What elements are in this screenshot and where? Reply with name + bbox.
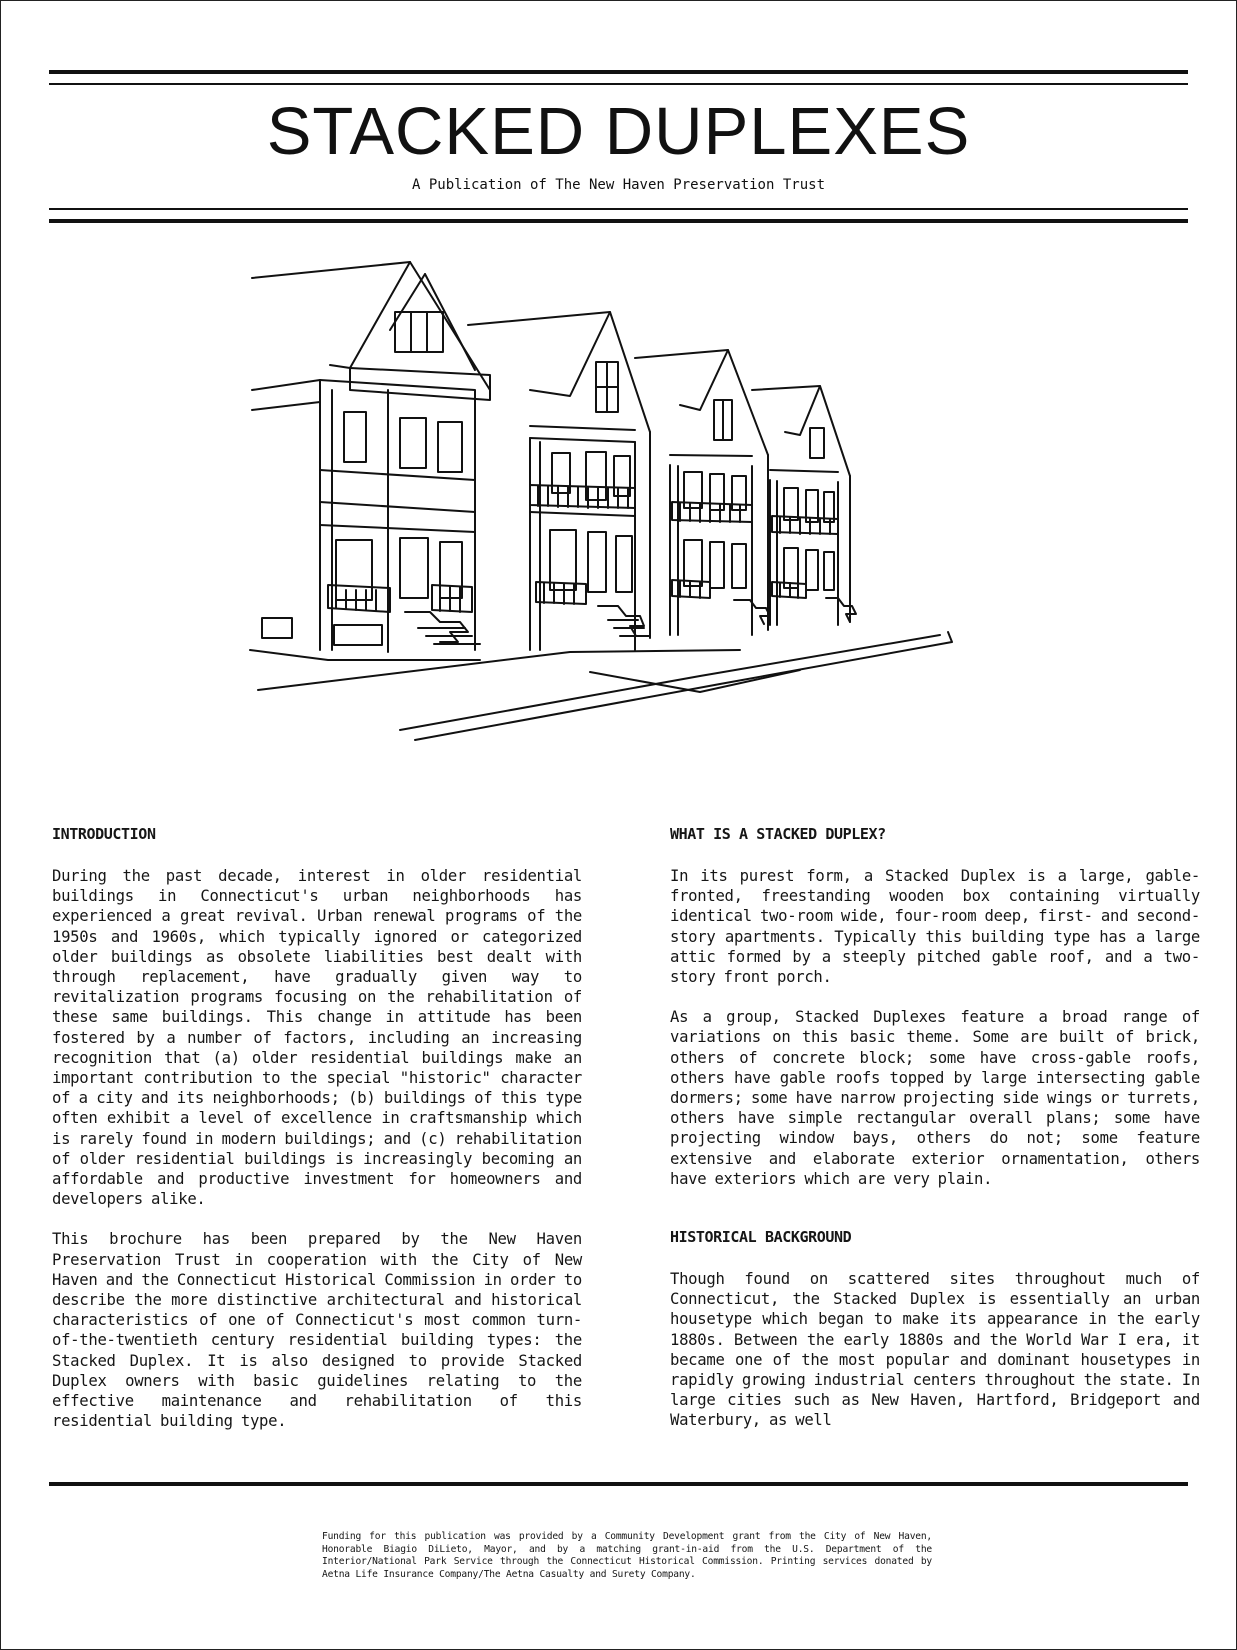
right-column — [670, 824, 1200, 1451]
what-is-paragraph-2: As a group, Stacked Duplexes feature a broad range of variations on this basic theme. Some are built of brick, others of concrete block; some have cross-gable roofs, others have gable roofs topped by large intersecting gable dormers; some have narrow projecting side wings or turrets, others have simple rectangular overall plans; some have projecting window bays, others do not; some feature extensive and elaborate exterior ornamentation, others have exteriors which are very plain. — [670, 1008, 1200, 1188]
historical-background-paragraph-1: Though found on scattered sites throughout much of Connecticut, the Stacked Duplex is essentially an urban housetype which began to make its appearance in the early 1880s. Between the early 1880s and the World War I era, it became one of the most popular and dominant housetypes in rapidly growing industrial centers throughout the state. In large cities such as New Haven, Hartford, Bridgeport and Waterbury, as well — [670, 1270, 1200, 1430]
introduction-paragraph-2: This brochure has been prepared by the New Haven Preservation Trust in cooperation with the City of New Haven and the Connecticut Historical Commission in order to describe the more distinctive architectural and historical characteristics of one of Connecticut's most common turn-of-the-twentieth century residential building types: the Stacked Duplex. It is also designed to provide Stacked Duplex owners with basic guidelines relating to the effective maintenance and rehabilitation of this residential building type. — [52, 1230, 582, 1431]
introduction-heading: INTRODUCTION — [52, 825, 156, 843]
header-rule-bottom-thick — [49, 219, 1188, 223]
introduction-paragraph-1: During the past decade, interest in older residential buildings in Connecticut's urban neighborhoods has experienced a great revival. Urban renewal programs of the 1950s and 1960s, which typically ignored or categorized older buildings as obsolete liabilities best dealt with through replacement, have gradually given way to revitalization programs focusing on the rehabilitation of these same buildings. This change in attitude has been fostered by a number of factors, including an increasing recognition that (a) older residential buildings make an important contribution to the special "historic" character of a city and its neighborhoods; (b) buildings of this type often exhibit a level of excellence in craftsmanship which is rarely found in modern buildings; and (c) rehabilitation of older residential buildings is increasingly becoming an affordable and productive investment for homeowners and developers alike. — [52, 867, 582, 1209]
what-is-heading: WHAT IS A STACKED DUPLEX? — [670, 825, 886, 843]
introduction-section — [52, 824, 582, 1451]
what-is-paragraph-1: In its purest form, a Stacked Duplex is a large, gable-fronted, freestanding wooden box containing virtually identical two-room wide, four-room deep, first- and second-story apartments. Typically this building type has a large attic formed by a steeply pitched gable roof, and a two-story front porch. — [670, 867, 1200, 987]
page-title: STACKED DUPLEXES — [266, 94, 971, 169]
historical-background-heading: HISTORICAL BACKGROUND — [670, 1228, 852, 1247]
house-3 — [635, 350, 770, 635]
footer-rule — [49, 1482, 1188, 1486]
header-rule-top-thin — [49, 83, 1188, 85]
house-2 — [468, 312, 650, 650]
header-rule-bottom-thin — [49, 208, 1188, 210]
page-subtitle: A Publication of The New Haven Preservation Trust — [411, 177, 825, 193]
stacked-duplex-illustration — [240, 240, 1000, 770]
header-rule-top-thick — [49, 70, 1188, 74]
funding-note: Funding for this publication was provided by a Community Development grant from the City of New Haven, Honorable Biagio DiLieto, Mayor, and by a matching grant-in-aid from the U.S. Department of the Interior/National Park Service through the Connecticut Historical Commission. Printing services donated by Aetna Life Insurance Company/The Aetna Casualty and Surety Company. — [322, 1531, 932, 1580]
house-1 — [262, 262, 490, 652]
